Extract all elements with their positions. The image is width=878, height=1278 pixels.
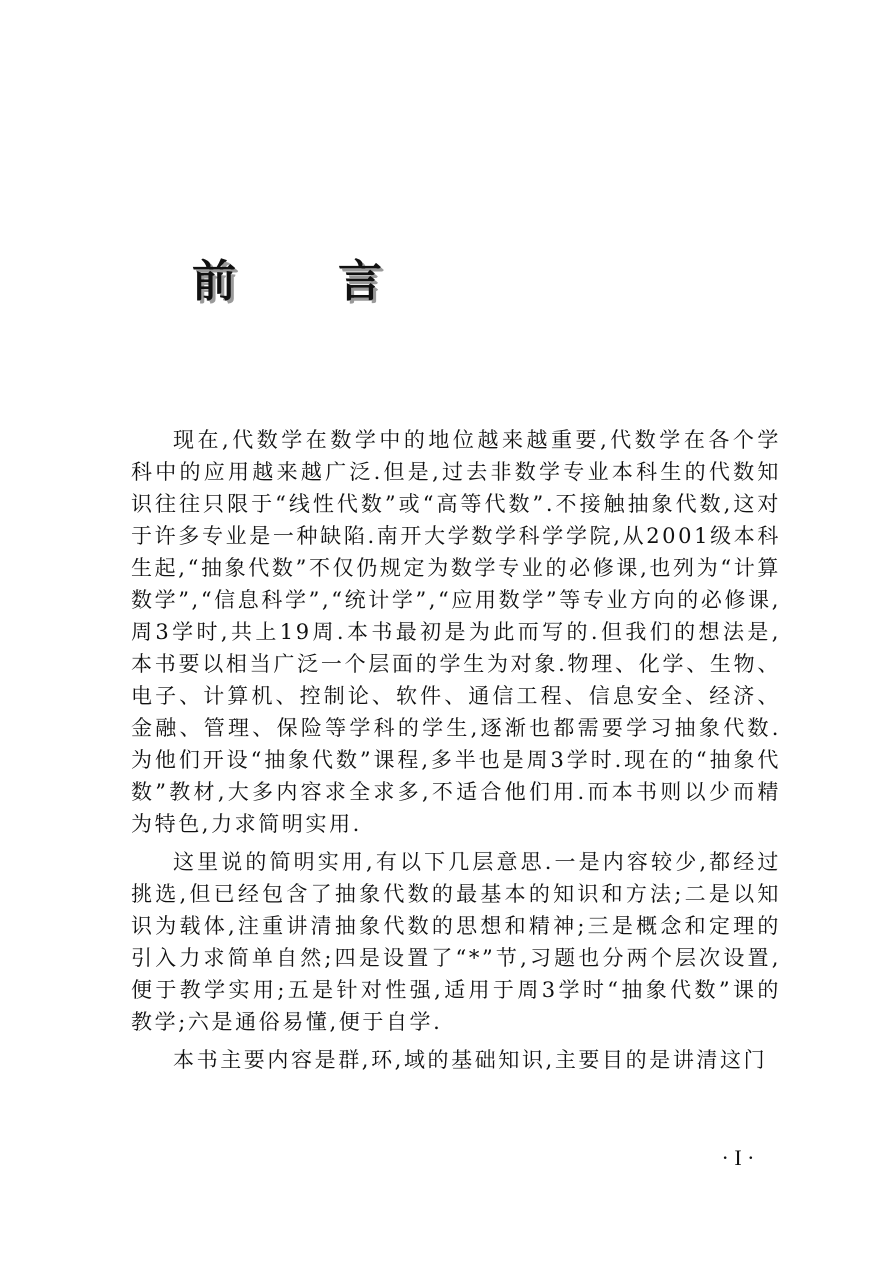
page-heading — [192, 256, 392, 316]
heading-char-yan: 言 — [338, 256, 382, 307]
paragraph-3: 本书主要内容是群,环,域的基础知识,主要目的是讲清这门 — [173, 1048, 768, 1072]
heading-char-qian: 前 — [192, 256, 236, 307]
paragraph-1: 现在,代数学在数学中的地位越来越重要,代数学在各个学科中的应用越来越广泛.但是,过去非数学专业本科生的代数知识往往只限于“线性代数”或“高等代数”.不接触抽象代数,这对于许多专业是一种缺陷.南开大学数学科学学院,从2001级本科生起,“抽象代数”不仅仍规定为数学专业的必修课,也列为“计算数学”,“信息科学”,“统计学”,“应用数学”等专业方向的必修课,周3学时,共上19周.本书最初是为此而写的.但我们的想法是,本书要以相当广泛一个层面的学生为对象.物理、化学、生物、电子、计算机、控制论、软件、通信工程、信息安全、经济、金融、管理、保险等学科的学生,逐渐也都需要学习抽象代数.为他们开设“抽象代数”课程,多半也是周3学时.现在的“抽象代数”教材,大多内容求全求多,不适合他们用.而本书则以少而精为特色,力求简明实用. — [131, 428, 781, 836]
page-number: · I · — [721, 1145, 755, 1170]
paragraph-2: 这里说的简明实用,有以下几层意思.一是内容较少,都经过挑选,但已经包含了抽象代数的最基本的知识和方法;二是以知识为载体,注重讲清抽象代数的思想和精神;三是概念和定理的引入力求简单自然;四是设置了“*”节,习题也分两个层次设置,便于教学实用;五是针对性强,适用于周3学时“抽象代数”课的教学;六是通俗易懂,便于自学. — [131, 850, 781, 1034]
preface-body — [131, 424, 781, 1076]
